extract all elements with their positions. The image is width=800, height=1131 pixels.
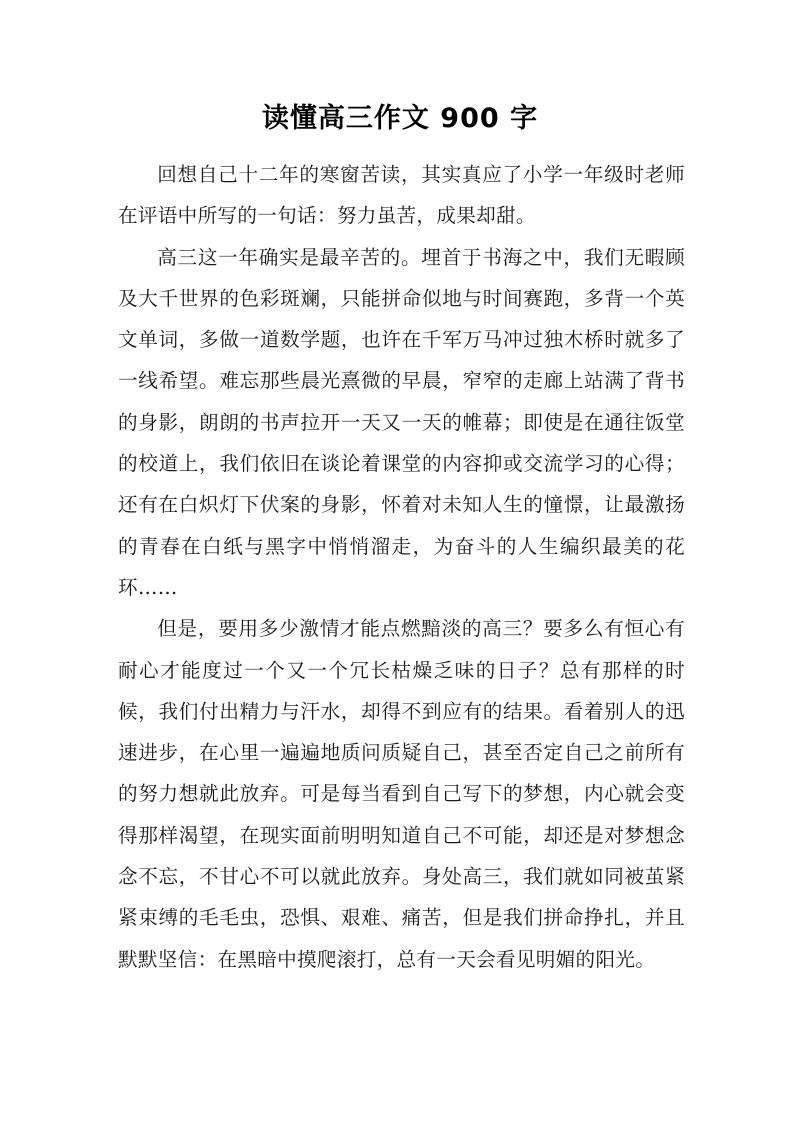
document-title: 读懂高三作文 900 字: [261, 103, 539, 134]
paragraph: 高三这一年确实是最辛苦的。埋首于书海之中，我们无暇顾及大千世界的色彩斑斓，只能拼命似地与时间赛跑，多背一个英文单词，多做一道数学题，也许在千军万马冲过独木桥时就多了一线希望。难忘那些晨光熹微的早晨，窄窄的走廊上站满了背书的身影，朗朗的书声拉开一天又一天的帷幕；即使是在通往饭堂的校道上，我们依旧在谈论着课堂的内容抑或交流学习的心得；还有在白炽灯下伏案的身影，怀着对未知人生的憧憬，让最激扬的青春在白纸与黑字中悄悄溜走，为奋斗的人生编织最美的花环……: [118, 245, 685, 599]
paragraph: 但是，要用多少激情才能点燃黯淡的高三？要多么有恒心有耐心才能度过一个又一个冗长枯燥乏味的日子？总有那样的时候，我们付出精力与汗水，却得不到应有的结果。看着别人的迅速进步，在心里一遍遍地质问质疑自己，甚至否定自己之前所有的努力想就此放弃。可是每当看到自己写下的梦想，内心就会变得那样渴望，在现实面前明明知道自己不可能，却还是对梦想念念不忘，不甘心不可以就此放弃。身处高三，我们就如同被茧紧紧束缚的毛毛虫，恐惧、艰难、痛苦，但是我们拼命挣扎，并且默默坚信：在黑暗中摸爬滚打，总有一天会看见明媚的阳光。: [118, 617, 685, 971]
document-body: [118, 154, 685, 980]
paragraph: 回想自己十二年的寒窗苦读，其实真应了小学一年级时老师在评语中所写的一句话：努力虽苦，成果却甜。: [118, 163, 685, 228]
